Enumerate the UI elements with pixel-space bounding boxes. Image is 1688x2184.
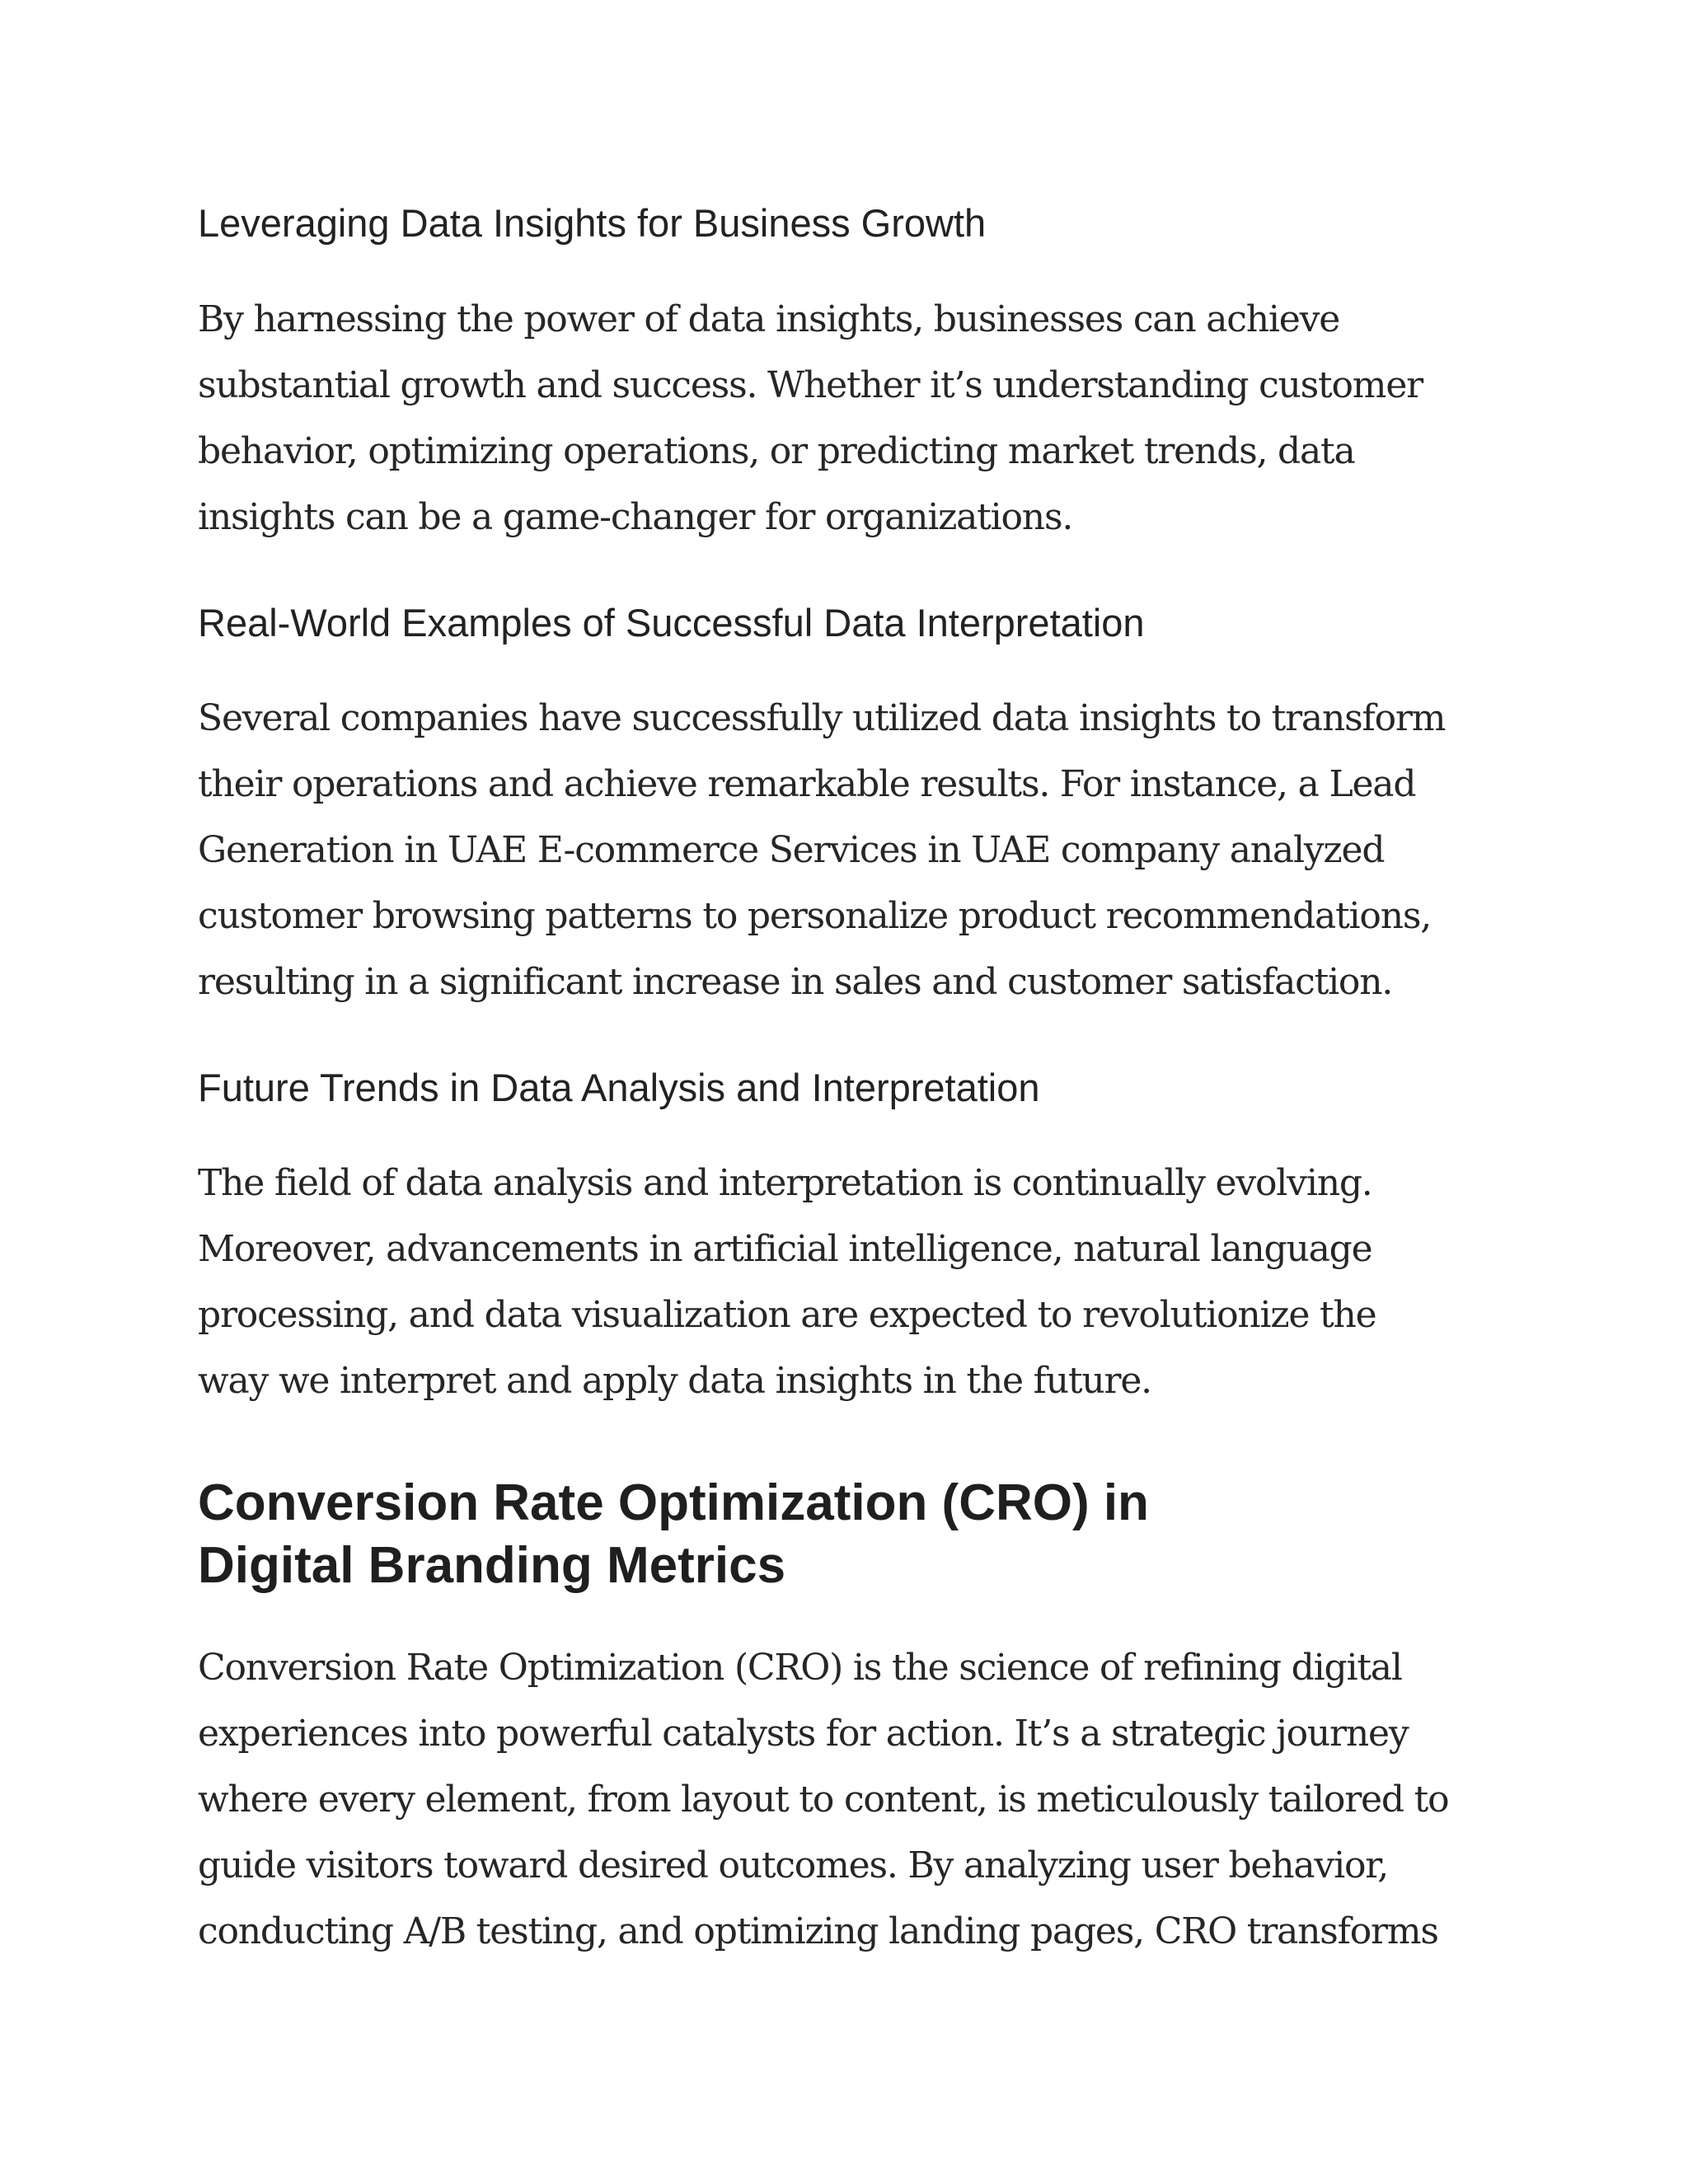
section-heading-real-world-examples: Real-World Examples of Successful Data Interpretation xyxy=(198,601,1145,644)
section-paragraph-real-world-examples: Several companies have successfully utilized data insights to transform their operations and achieve remarkable results. For instance, a Lead Generation in UAE E-commerce Services in UAE company analyzed customer browsing patterns to personalize product recommendations, resulting in a significant increase in sales and customer satisfaction. xyxy=(198,697,1446,1003)
section-heading-data-insights-growth: Leveraging Data Insights for Business Growth xyxy=(198,201,987,245)
cro-section-heading: Conversion Rate Optimization (CRO) in Digital Branding Metrics xyxy=(198,1474,1149,1594)
section-paragraph-data-insights-growth: By harnessing the power of data insights, businesses can achieve substantial growth and success. Whether it’s understanding customer behavior, optimizing operations, or predicting market trends, data insights can be a game-changer for organizations. xyxy=(198,298,1423,538)
section-paragraph-future-trends: The field of data analysis and interpretation is continually evolving. Moreover, advancements in artificial intelligence, natural language processing, and data visualization are expected to revolutionize the way we interpret and apply data insights in the future. xyxy=(198,1162,1376,1402)
cro-section-paragraph: Conversion Rate Optimization (CRO) is the science of refining digital experiences into powerful catalysts for action. It’s a strategic journey where every element, from layout to content, is meticulously tailored to guide visitors toward desired outcomes. By analyzing user behavior, conducting A/B testing, and optimizing landing pages, CRO transforms xyxy=(198,1647,1449,1952)
section-heading-future-trends: Future Trends in Data Analysis and Interpretation xyxy=(198,1066,1040,1109)
